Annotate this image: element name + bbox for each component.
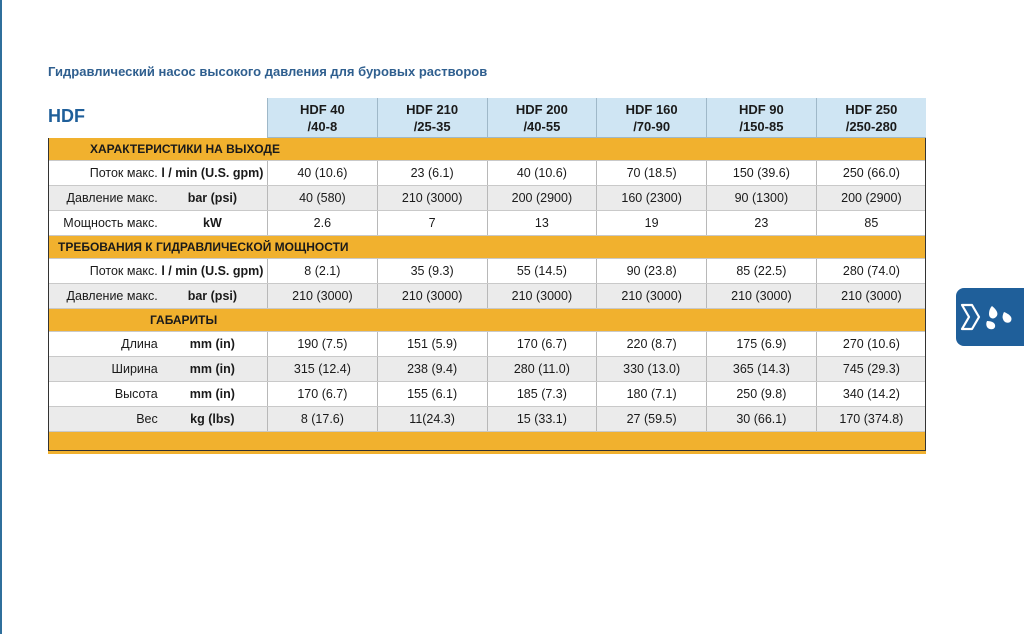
row-unit: l / min (U.S. gpm)	[158, 161, 268, 186]
cell-value: 8 (17.6)	[268, 407, 378, 432]
cell-value: 315 (12.4)	[268, 357, 378, 382]
row-unit: mm (in)	[158, 382, 268, 407]
cell-value: 220 (8.7)	[597, 332, 707, 357]
table-row	[48, 211, 926, 236]
row-label: Ширина	[48, 357, 158, 382]
cell-value: 210 (3000)	[377, 284, 487, 309]
cell-value: 70 (18.5)	[597, 161, 707, 186]
pump-flow-icon	[956, 288, 1024, 346]
cell-value: 210 (3000)	[816, 284, 926, 309]
column-header-name: HDF 210	[406, 101, 459, 117]
cell-value: 151 (5.9)	[377, 332, 487, 357]
cell-value: 150 (39.6)	[707, 161, 817, 186]
cell-value: 90 (23.8)	[597, 259, 707, 284]
cell-value: 8 (2.1)	[268, 259, 378, 284]
cell-value: 19	[597, 211, 707, 236]
table-row	[48, 259, 926, 284]
cell-value: 210 (3000)	[377, 186, 487, 211]
cell-value: 160 (2300)	[597, 186, 707, 211]
row-label: Давление макс.	[48, 186, 158, 211]
row-label: Мощность макс.	[48, 211, 158, 236]
cell-value: 365 (14.3)	[707, 357, 817, 382]
cell-value: 280 (74.0)	[816, 259, 926, 284]
cell-value: 180 (7.1)	[597, 382, 707, 407]
section-header	[48, 309, 926, 332]
cell-value: 200 (2900)	[487, 186, 597, 211]
column-header-name: HDF 250	[845, 101, 898, 117]
cell-value: 190 (7.5)	[268, 332, 378, 357]
cell-value: 35 (9.3)	[377, 259, 487, 284]
section-title: ГАБАРИТЫ	[48, 309, 926, 332]
cell-value: 27 (59.5)	[597, 407, 707, 432]
cell-value: 23	[707, 211, 817, 236]
row-label: Высота	[48, 382, 158, 407]
row-unit: l / min (U.S. gpm)	[158, 259, 268, 284]
column-header-name: HDF 90	[738, 101, 784, 117]
row-unit: kW	[158, 211, 268, 236]
cell-value: 85 (22.5)	[707, 259, 817, 284]
table-row	[48, 357, 926, 382]
column-header-variant: /40-55	[523, 118, 561, 134]
cell-value: 340 (14.2)	[816, 382, 926, 407]
row-unit: kg (lbs)	[158, 407, 268, 432]
header-blank	[48, 98, 268, 138]
cell-value: 85	[816, 211, 926, 236]
row-label: Поток макс.	[48, 161, 158, 186]
cell-value: 330 (13.0)	[597, 357, 707, 382]
table-header-row	[48, 98, 926, 138]
cell-value: 185 (7.3)	[487, 382, 597, 407]
side-tab[interactable]	[956, 288, 1024, 346]
cell-value: 55 (14.5)	[487, 259, 597, 284]
cell-value: 40 (580)	[268, 186, 378, 211]
column-header-variant: /25-35	[413, 118, 451, 134]
section-title: ТРЕБОВАНИЯ К ГИДРАВЛИЧЕСКОЙ МОЩНОСТИ	[48, 236, 926, 259]
column-header-name: HDF 160	[625, 101, 678, 117]
row-label: Давление макс.	[48, 284, 158, 309]
cell-value: 210 (3000)	[487, 284, 597, 309]
table-row	[48, 332, 926, 357]
cell-value: 210 (3000)	[268, 284, 378, 309]
cell-value: 170 (6.7)	[268, 382, 378, 407]
table-row	[48, 382, 926, 407]
cell-value: 270 (10.6)	[816, 332, 926, 357]
cell-value: 170 (6.7)	[487, 332, 597, 357]
cell-value: 11(24.3)	[377, 407, 487, 432]
cell-value: 13	[487, 211, 597, 236]
table-row	[48, 407, 926, 432]
table-footer-bar	[48, 432, 926, 455]
row-unit: mm (in)	[158, 357, 268, 382]
cell-value: 30 (66.1)	[707, 407, 817, 432]
table-row	[48, 161, 926, 186]
cell-value: 2.6	[268, 211, 378, 236]
cell-value: 23 (6.1)	[377, 161, 487, 186]
cell-value: 210 (3000)	[597, 284, 707, 309]
table-row	[48, 186, 926, 211]
page-edge-rule	[0, 0, 2, 634]
page-subtitle: Гидравлический насос высокого давления для буровых растворов	[48, 64, 488, 79]
row-unit: mm (in)	[158, 332, 268, 357]
model-title: HDF	[48, 106, 85, 126]
row-unit: bar (psi)	[158, 186, 268, 211]
row-label: Длина	[48, 332, 158, 357]
column-header	[487, 98, 597, 138]
cell-value: 175 (6.9)	[707, 332, 817, 357]
column-header	[707, 98, 817, 138]
cell-value: 210 (3000)	[707, 284, 817, 309]
cell-value: 7	[377, 211, 487, 236]
column-header	[816, 98, 926, 138]
cell-value: 40 (10.6)	[268, 161, 378, 186]
cell-value: 170 (374.8)	[816, 407, 926, 432]
section-header	[48, 138, 926, 161]
column-header-variant: /70-90	[633, 118, 671, 134]
row-label: Поток макс.	[48, 259, 158, 284]
section-title: ХАРАКТЕРИСТИКИ НА ВЫХОДЕ	[48, 138, 926, 161]
column-header-variant: /150-85	[739, 118, 784, 134]
cell-value: 238 (9.4)	[377, 357, 487, 382]
cell-value: 155 (6.1)	[377, 382, 487, 407]
column-header	[268, 98, 378, 138]
column-header-variant: /250-280	[845, 118, 898, 134]
cell-value: 250 (9.8)	[707, 382, 817, 407]
row-unit: bar (psi)	[158, 284, 268, 309]
column-header-name: HDF 40	[299, 101, 345, 117]
column-header-variant: /40-8	[307, 118, 338, 134]
cell-value: 15 (33.1)	[487, 407, 597, 432]
table-row	[48, 284, 926, 309]
cell-value: 200 (2900)	[816, 186, 926, 211]
footer-bar-cell	[48, 432, 926, 455]
section-header	[48, 236, 926, 259]
row-label: Вес	[48, 407, 158, 432]
column-header	[597, 98, 707, 138]
cell-value: 40 (10.6)	[487, 161, 597, 186]
cell-value: 250 (66.0)	[816, 161, 926, 186]
spec-table	[48, 98, 926, 454]
column-header-name: HDF 200	[515, 101, 568, 117]
cell-value: 90 (1300)	[707, 186, 817, 211]
cell-value: 280 (11.0)	[487, 357, 597, 382]
column-header	[377, 98, 487, 138]
cell-value: 745 (29.3)	[816, 357, 926, 382]
